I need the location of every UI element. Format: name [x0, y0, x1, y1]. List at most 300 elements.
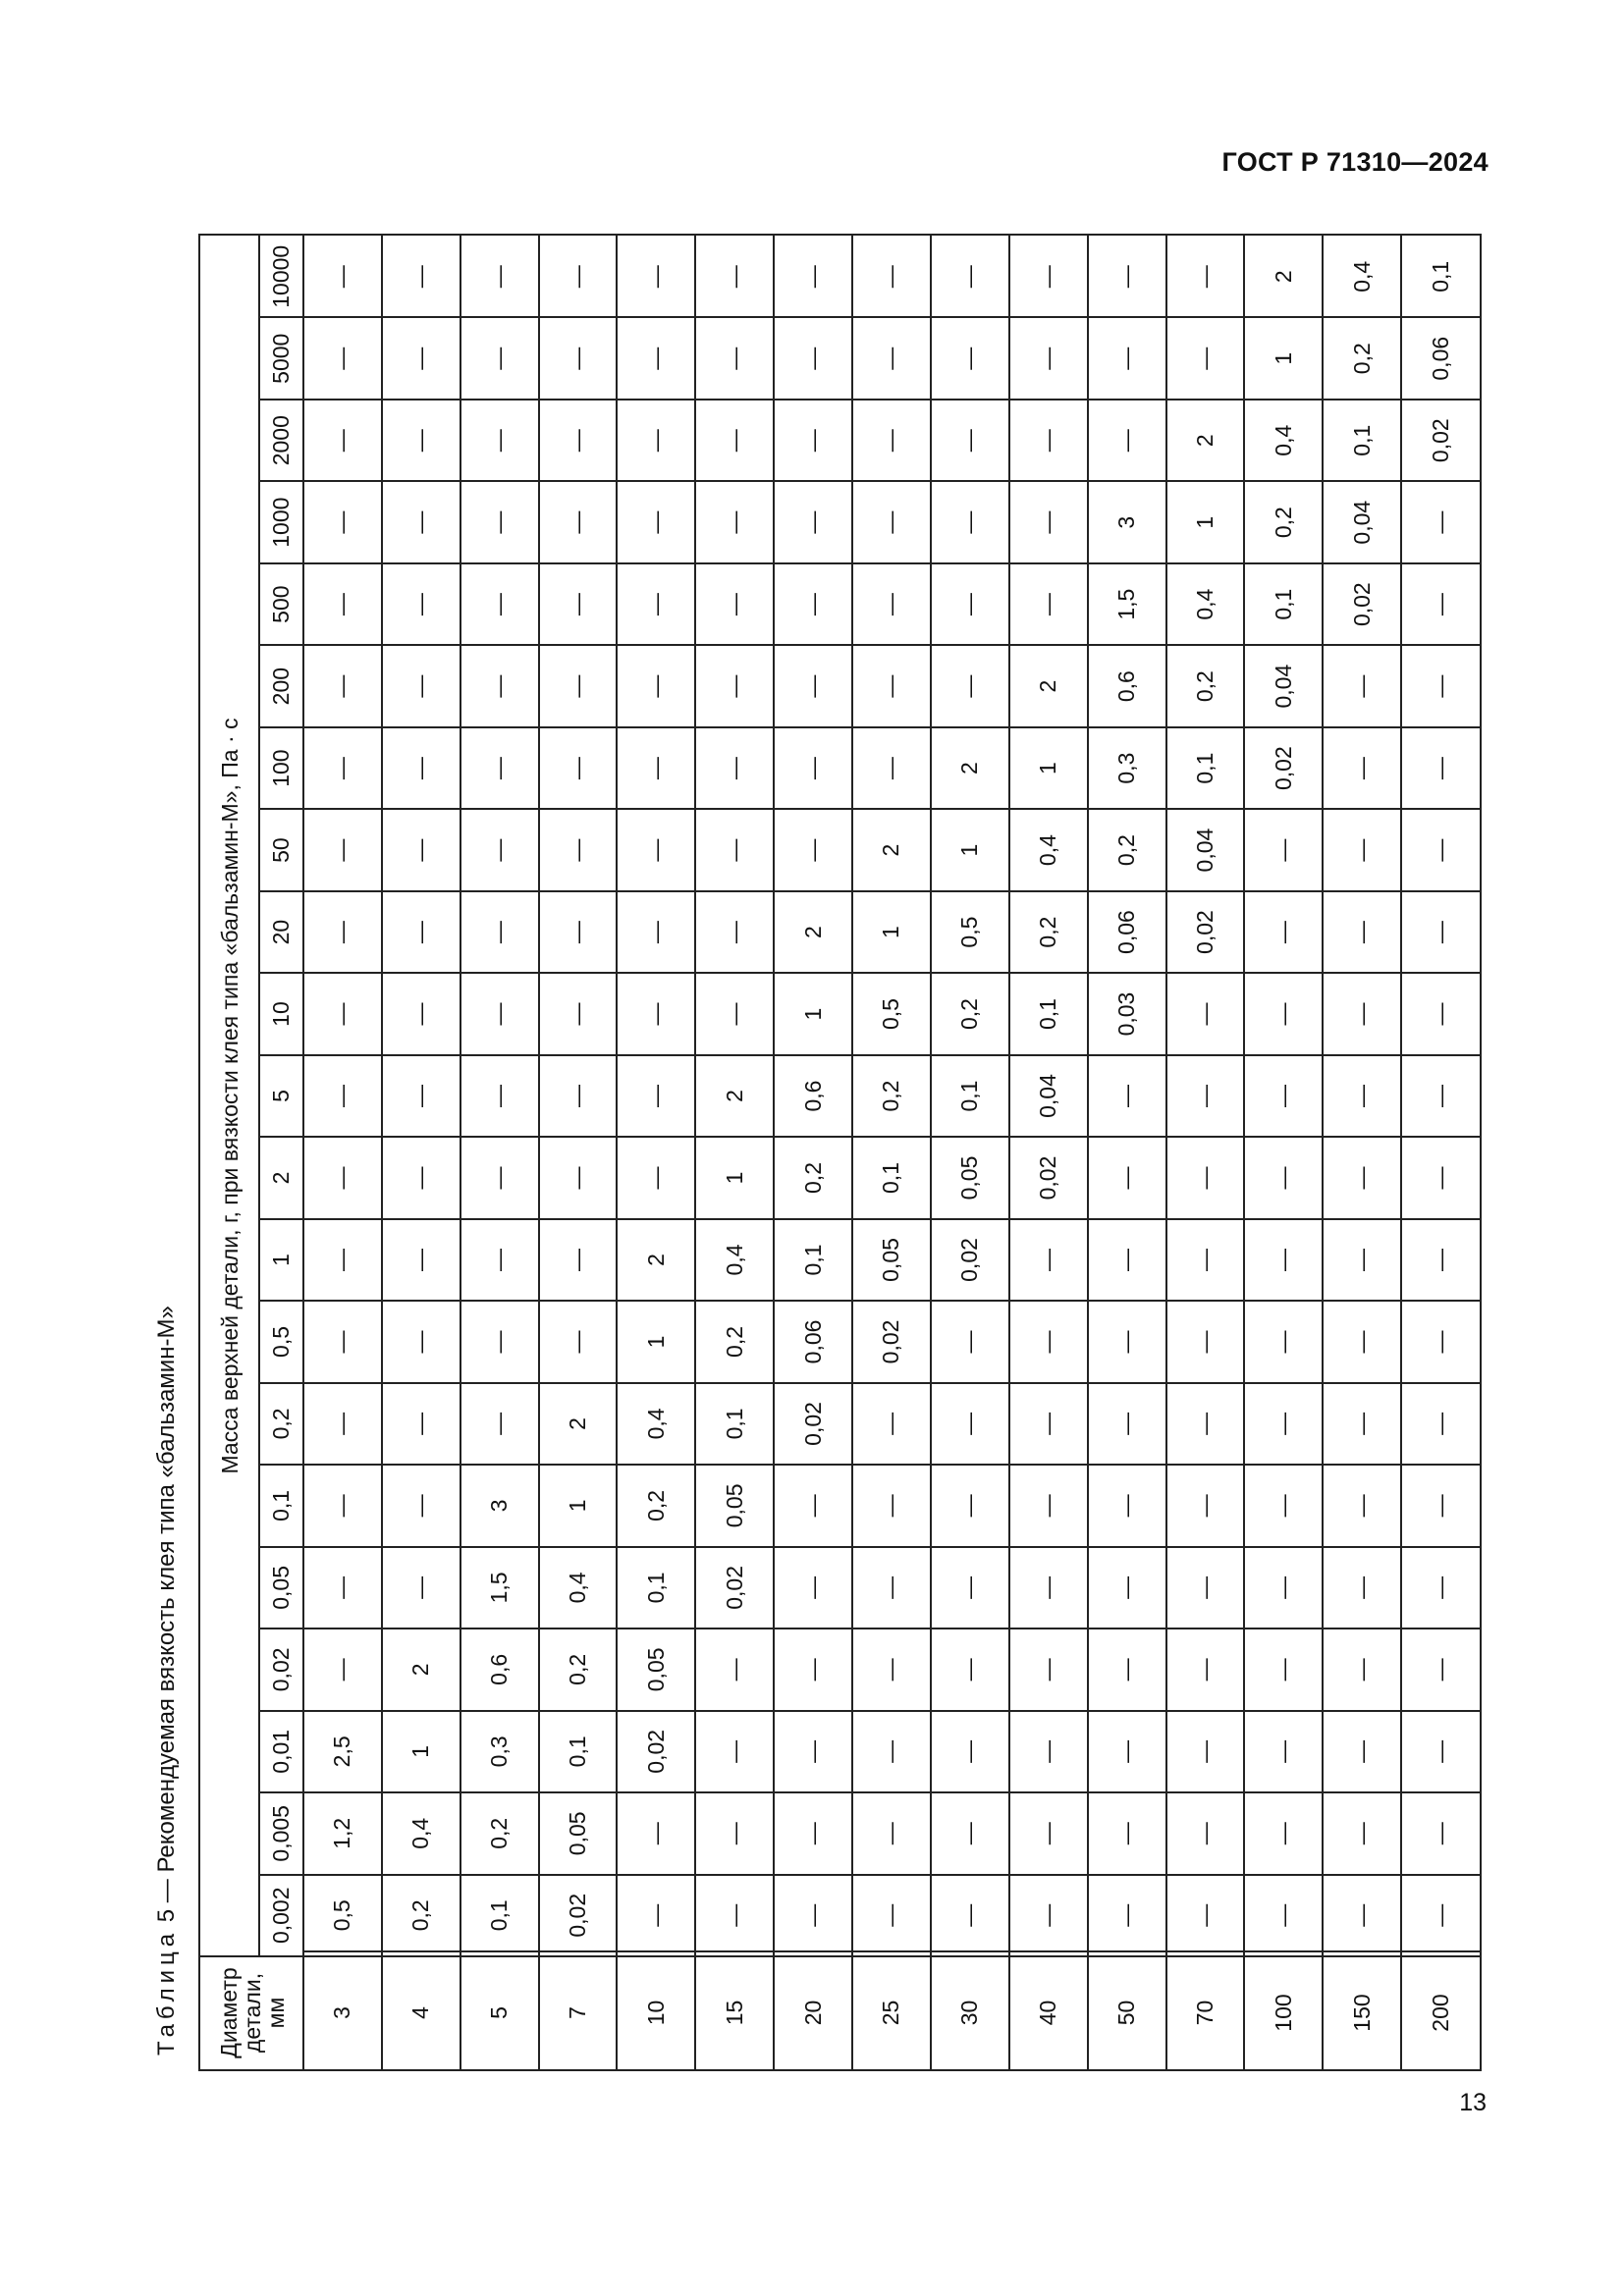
mass-cell: 0,02 [1348, 582, 1375, 627]
mass-cell: — [642, 1166, 669, 1190]
mass-cell: — [956, 1822, 983, 1845]
mass-cell: — [1348, 1330, 1375, 1354]
grid-line [259, 972, 1480, 974]
mass-cell: 0,1 [565, 1735, 591, 1768]
mass-cell: — [642, 674, 669, 698]
grid-line [259, 399, 1480, 400]
mass-cell: 1 [878, 926, 904, 938]
mass-cell: — [1427, 838, 1453, 862]
page-number: 13 [1459, 2089, 1487, 2116]
mass-cell: — [1427, 1412, 1453, 1435]
mass-cell: — [1113, 1822, 1140, 1845]
mass-cell: — [329, 838, 355, 862]
grid-line [259, 1628, 1480, 1629]
mass-cell: — [407, 1412, 434, 1435]
mass-cell: — [486, 1248, 513, 1271]
mass-cell: 0,2 [1191, 670, 1218, 703]
mass-cell: — [1348, 1575, 1375, 1599]
mass-cell: — [642, 838, 669, 862]
mass-cell: 1 [407, 1744, 434, 1758]
mass-cell: — [486, 1002, 513, 1026]
mass-cell: — [565, 429, 591, 453]
mass-cell: 0,1 [1270, 588, 1296, 620]
mass-cell: 0,02 [878, 1319, 904, 1364]
grid-line [200, 1955, 1480, 1957]
mass-cell: — [956, 1330, 983, 1354]
mass-cell: — [565, 757, 591, 780]
grid-line [259, 890, 1480, 892]
mass-cell: 1 [799, 1007, 826, 1021]
mass-cell: — [486, 1085, 513, 1108]
mass-cell: 0,05 [565, 1811, 591, 1856]
mass-cell: 1 [1191, 515, 1218, 529]
grid-line [538, 236, 540, 2069]
mass-cell: — [407, 757, 434, 780]
mass-cell: 0,06 [1427, 336, 1453, 381]
mass-cell: 0,6 [486, 1653, 513, 1685]
mass-cell: — [407, 1248, 434, 1271]
mass-cell: — [1427, 1330, 1453, 1354]
mass-cell: 0,04 [1035, 1074, 1061, 1118]
mass-cell: — [1348, 674, 1375, 698]
mass-cell: 2 [1270, 270, 1296, 284]
mass-cell: — [329, 1166, 355, 1190]
mass-cell: — [1348, 1903, 1375, 1927]
viscosity-header: 0,1 [268, 1489, 294, 1522]
mass-cell: 0,02 [1270, 746, 1296, 790]
grid-line [303, 1950, 1480, 1952]
grid-line [1243, 236, 1245, 2069]
mass-cell: — [721, 1658, 747, 1682]
mass-cell: — [721, 1903, 747, 1927]
viscosity-header: 10000 [268, 244, 294, 308]
viscosity-header: 5000 [268, 333, 294, 384]
mass-cell: — [329, 265, 355, 289]
mass-cell: — [565, 510, 591, 534]
mass-cell: — [1270, 838, 1296, 862]
mass-cell: 0,06 [799, 1319, 826, 1364]
mass-cell: 0,1 [721, 1408, 747, 1440]
mass-cell: — [1348, 1085, 1375, 1108]
mass-cell: — [1191, 265, 1218, 289]
mass-cell: — [486, 429, 513, 453]
mass-cell: 0,1 [642, 1572, 669, 1604]
mass-cell: — [1348, 1658, 1375, 1682]
mass-cell: — [642, 429, 669, 453]
mass-cell: 0,2 [1270, 507, 1296, 539]
mass-cell: 0,4 [642, 1408, 669, 1440]
mass-cell: 0,03 [1113, 991, 1140, 1037]
mass-cell: — [1113, 1412, 1140, 1435]
diameter-cell: 50 [1113, 2000, 1140, 2026]
mass-cell: — [878, 1575, 904, 1599]
mass-cell: 0,04 [1348, 500, 1375, 545]
grid-line [1322, 236, 1324, 2069]
grid-line [259, 1710, 1480, 1712]
mass-cell: — [878, 1412, 904, 1435]
mass-cell: — [407, 1002, 434, 1026]
mass-cell: — [1113, 1166, 1140, 1190]
mass-cell: — [1348, 1739, 1375, 1763]
mass-cell: — [1035, 1822, 1061, 1845]
mass-cell: 2 [565, 1417, 591, 1430]
mass-cell: 0,6 [799, 1080, 826, 1112]
grid-line [259, 1791, 1480, 1793]
mass-cell: — [956, 429, 983, 453]
mass-cell: — [565, 593, 591, 616]
grid-line [259, 1300, 1480, 1302]
mass-cell: — [1113, 1085, 1140, 1108]
mass-cell: — [878, 1494, 904, 1518]
viscosity-header: 0,005 [268, 1805, 294, 1862]
mass-cell: 0,4 [1348, 260, 1375, 293]
mass-cell: — [956, 1494, 983, 1518]
mass-cell: 0,6 [1113, 670, 1140, 703]
viscosity-header: 1000 [268, 497, 294, 548]
mass-cell: — [1427, 674, 1453, 698]
mass-cell: 0,2 [1113, 834, 1140, 867]
mass-cell: — [878, 757, 904, 780]
mass-cell: — [407, 1330, 434, 1354]
mass-cell: 1,2 [329, 1817, 355, 1849]
mass-cell: — [407, 1085, 434, 1108]
mass-cell: — [1348, 921, 1375, 944]
mass-cell: — [1035, 593, 1061, 616]
mass-cell: — [878, 429, 904, 453]
mass-cell: — [565, 1166, 591, 1190]
mass-cell: — [329, 1002, 355, 1026]
mass-cell: — [1191, 1166, 1218, 1190]
grid-line [259, 1464, 1480, 1466]
mass-cell: — [956, 1658, 983, 1682]
mass-cell: — [799, 838, 826, 862]
mass-cell: — [486, 674, 513, 698]
diameter-cell: 150 [1348, 1994, 1375, 2032]
mass-cell: — [407, 674, 434, 698]
mass-cell: — [329, 1494, 355, 1518]
mass-cell: — [1191, 1085, 1218, 1108]
mass-cell: — [1035, 429, 1061, 453]
mass-cell: — [1270, 1002, 1296, 1026]
mass-cell: — [1113, 1248, 1140, 1271]
mass-cell: 2 [878, 843, 904, 857]
mass-cell: — [1113, 1494, 1140, 1518]
grid-line [259, 562, 1480, 564]
mass-cell: 0,02 [799, 1402, 826, 1446]
mass-cell: 2 [1191, 434, 1218, 448]
mass-cell: — [1113, 347, 1140, 370]
grid-line [259, 1874, 1480, 1876]
mass-cell: 2,5 [329, 1735, 355, 1768]
mass-cell: — [878, 674, 904, 698]
mass-cell: — [956, 265, 983, 289]
grid-line [1400, 236, 1402, 2069]
mass-cell: — [1270, 1330, 1296, 1354]
mass-cell: — [799, 1575, 826, 1599]
mass-cell: — [721, 429, 747, 453]
mass-cell: — [486, 1412, 513, 1435]
mass-cell: 0,02 [1191, 910, 1218, 954]
rotated-table-block [147, 226, 1483, 2071]
mass-cell: — [1270, 1166, 1296, 1190]
mass-cell: — [721, 1822, 747, 1845]
row-header-diameter: Диаметр детали, мм [215, 1967, 289, 2058]
viscosity-header: 0,002 [268, 1887, 294, 1945]
mass-cell: — [1035, 265, 1061, 289]
mass-cell: — [1348, 1248, 1375, 1271]
mass-cell: — [878, 347, 904, 370]
mass-cell: — [1427, 593, 1453, 616]
mass-cell: — [878, 1739, 904, 1763]
viscosity-header: 1 [268, 1254, 294, 1266]
grid-line [302, 236, 304, 2069]
mass-cell: — [565, 1085, 591, 1108]
viscosity-header: 0,2 [268, 1408, 294, 1440]
mass-cell: 0,1 [1348, 424, 1375, 456]
grid-line [1008, 236, 1010, 2069]
mass-cell: — [1348, 757, 1375, 780]
grid-line [259, 808, 1480, 810]
mass-cell: — [642, 1903, 669, 1927]
mass-cell: 0,1 [486, 1899, 513, 1932]
mass-cell: 0,5 [878, 998, 904, 1031]
viscosity-header: 0,5 [268, 1325, 294, 1358]
viscosity-table [198, 234, 1482, 2071]
mass-cell: — [565, 921, 591, 944]
grid-line [1087, 236, 1089, 2069]
grid-line [259, 1054, 1480, 1056]
mass-cell: — [1035, 347, 1061, 370]
mass-cell: 0,5 [956, 916, 983, 948]
mass-cell: — [721, 921, 747, 944]
diameter-cell: 100 [1270, 1994, 1296, 2032]
mass-cell: — [1427, 1248, 1453, 1271]
mass-cell: 0,2 [956, 998, 983, 1031]
grid-line [616, 236, 618, 2069]
diameter-cell: 200 [1427, 1994, 1453, 2032]
grid-line [381, 236, 383, 2069]
mass-cell: — [642, 593, 669, 616]
mass-cell: — [1191, 1330, 1218, 1354]
mass-cell: — [407, 921, 434, 944]
mass-cell: — [1427, 1166, 1453, 1190]
mass-cell: — [565, 347, 591, 370]
mass-cell: 2 [799, 926, 826, 938]
mass-cell: — [407, 1494, 434, 1518]
mass-cell: — [1113, 1903, 1140, 1927]
mass-cell: 0,05 [878, 1238, 904, 1282]
mass-cell: 0,05 [642, 1647, 669, 1692]
diameter-cell: 10 [642, 2000, 669, 2026]
mass-cell: — [878, 265, 904, 289]
grid-line [930, 236, 932, 2069]
table-caption-number: 5 [153, 1908, 180, 1923]
mass-cell: — [407, 593, 434, 616]
grid-line [259, 644, 1480, 646]
mass-cell: — [721, 838, 747, 862]
diameter-cell: 25 [878, 2000, 904, 2026]
mass-cell: — [1035, 1903, 1061, 1927]
mass-cell: — [799, 593, 826, 616]
mass-cell: — [721, 593, 747, 616]
mass-cell: — [329, 347, 355, 370]
mass-cell: — [1113, 429, 1140, 453]
mass-cell: — [878, 1903, 904, 1927]
mass-cell: 0,1 [1035, 998, 1061, 1031]
mass-cell: — [642, 265, 669, 289]
mass-cell: 0,02 [721, 1566, 747, 1610]
mass-cell: — [1035, 1575, 1061, 1599]
mass-cell: — [1113, 1658, 1140, 1682]
mass-cell: 1 [642, 1335, 669, 1349]
mass-cell: — [721, 265, 747, 289]
mass-cell: 0,4 [1270, 424, 1296, 456]
mass-cell: — [799, 757, 826, 780]
mass-cell: — [1427, 1658, 1453, 1682]
mass-cell: 3 [1113, 515, 1140, 529]
mass-cell: — [1348, 1822, 1375, 1845]
mass-cell: 0,05 [956, 1155, 983, 1201]
mass-cell: 2 [956, 762, 983, 775]
mass-cell: 1 [565, 1499, 591, 1513]
mass-cell: 0,02 [565, 1893, 591, 1938]
mass-cell: — [799, 1903, 826, 1927]
mass-cell: — [1348, 838, 1375, 862]
mass-cell: 2 [407, 1663, 434, 1677]
mass-cell: — [1427, 510, 1453, 534]
mass-cell: 1,5 [1113, 588, 1140, 620]
mass-cell: 0,06 [1113, 910, 1140, 954]
mass-cell: — [799, 1822, 826, 1845]
grid-line [259, 1546, 1480, 1548]
mass-cell: — [1270, 1248, 1296, 1271]
mass-cell: 0,3 [486, 1735, 513, 1768]
mass-cell: 0,02 [956, 1238, 983, 1282]
mass-cell: — [407, 1166, 434, 1190]
mass-cell: 0,1 [1427, 260, 1453, 293]
grid-line [259, 726, 1480, 728]
grid-line [694, 236, 696, 2069]
mass-cell: — [956, 1575, 983, 1599]
mass-cell: — [329, 510, 355, 534]
grid-line [258, 236, 260, 1956]
mass-cell: — [329, 429, 355, 453]
mass-cell: — [486, 510, 513, 534]
mass-cell: — [407, 838, 434, 862]
mass-cell: — [1191, 1739, 1218, 1763]
mass-cell: — [565, 265, 591, 289]
mass-cell: 1 [721, 1171, 747, 1185]
viscosity-header: 10 [268, 1001, 294, 1027]
mass-cell: 1 [1035, 762, 1061, 775]
mass-cell: 0,4 [721, 1244, 747, 1276]
mass-cell: — [329, 921, 355, 944]
mass-cell: — [407, 1575, 434, 1599]
mass-cell: — [721, 1002, 747, 1026]
diameter-cell: 7 [565, 2006, 591, 2019]
diameter-cell: 15 [721, 2000, 747, 2026]
mass-cell: 0,1 [1191, 752, 1218, 784]
mass-cell: 0,2 [642, 1489, 669, 1522]
mass-cell: — [956, 674, 983, 698]
document-code: ГОСТ Р 71310—2024 [1221, 147, 1489, 177]
table-caption [147, 1306, 187, 2056]
mass-cell: — [878, 593, 904, 616]
mass-cell: — [721, 347, 747, 370]
grid-line [1165, 236, 1167, 2069]
table-caption-label: Таблица [153, 1928, 180, 2056]
mass-cell: — [486, 265, 513, 289]
viscosity-header: 0,01 [268, 1729, 294, 1774]
mass-cell: — [1191, 1248, 1218, 1271]
mass-cell: 0,04 [1191, 828, 1218, 873]
mass-cell: 0,2 [486, 1817, 513, 1849]
mass-cell: — [1270, 1822, 1296, 1845]
mass-cell: — [1035, 510, 1061, 534]
diameter-cell: 40 [1035, 2000, 1061, 2026]
mass-cell: 2 [642, 1254, 669, 1266]
mass-cell: — [565, 838, 591, 862]
mass-cell: — [1035, 1494, 1061, 1518]
mass-cell: — [956, 593, 983, 616]
mass-cell: 1 [956, 843, 983, 857]
group-header-mass: Масса верхней детали, г, при вязкости клея типа «бальзамин-М», Па · с [216, 718, 243, 1474]
diameter-cell: 70 [1191, 2000, 1218, 2026]
mass-cell: — [1035, 1739, 1061, 1763]
mass-cell: — [1427, 921, 1453, 944]
mass-cell: — [407, 510, 434, 534]
mass-cell: — [329, 1248, 355, 1271]
mass-cell: 1 [1270, 351, 1296, 365]
mass-cell: — [1270, 1494, 1296, 1518]
diameter-cell: 4 [407, 2006, 434, 2019]
mass-cell: — [878, 510, 904, 534]
mass-cell: 0,4 [565, 1572, 591, 1604]
mass-cell: — [1191, 1412, 1218, 1435]
mass-cell: 0,2 [799, 1162, 826, 1194]
mass-cell: — [1191, 1658, 1218, 1682]
mass-cell: — [1035, 1658, 1061, 1682]
mass-cell: — [1035, 1412, 1061, 1435]
mass-cell: — [1270, 1739, 1296, 1763]
mass-cell: — [1427, 1494, 1453, 1518]
grid-line [259, 1136, 1480, 1138]
mass-cell: 0,1 [878, 1162, 904, 1194]
mass-cell: — [1427, 1002, 1453, 1026]
mass-cell: — [642, 921, 669, 944]
grid-line [460, 236, 461, 2069]
mass-cell: — [1191, 1494, 1218, 1518]
mass-cell: — [956, 510, 983, 534]
mass-cell: 0,2 [407, 1899, 434, 1932]
mass-cell: — [329, 593, 355, 616]
mass-cell: — [1348, 1002, 1375, 1026]
grid-line [259, 1218, 1480, 1220]
mass-cell: — [565, 1248, 591, 1271]
mass-cell: — [799, 1494, 826, 1518]
viscosity-header: 2000 [268, 415, 294, 466]
mass-cell: — [1270, 1575, 1296, 1599]
mass-cell: — [799, 347, 826, 370]
mass-cell: — [1113, 265, 1140, 289]
mass-cell: — [407, 347, 434, 370]
mass-cell: — [329, 757, 355, 780]
mass-cell: — [642, 1002, 669, 1026]
mass-cell: 0,1 [799, 1244, 826, 1276]
mass-cell: — [1191, 1903, 1218, 1927]
mass-cell: — [956, 1903, 983, 1927]
mass-cell: — [878, 1822, 904, 1845]
